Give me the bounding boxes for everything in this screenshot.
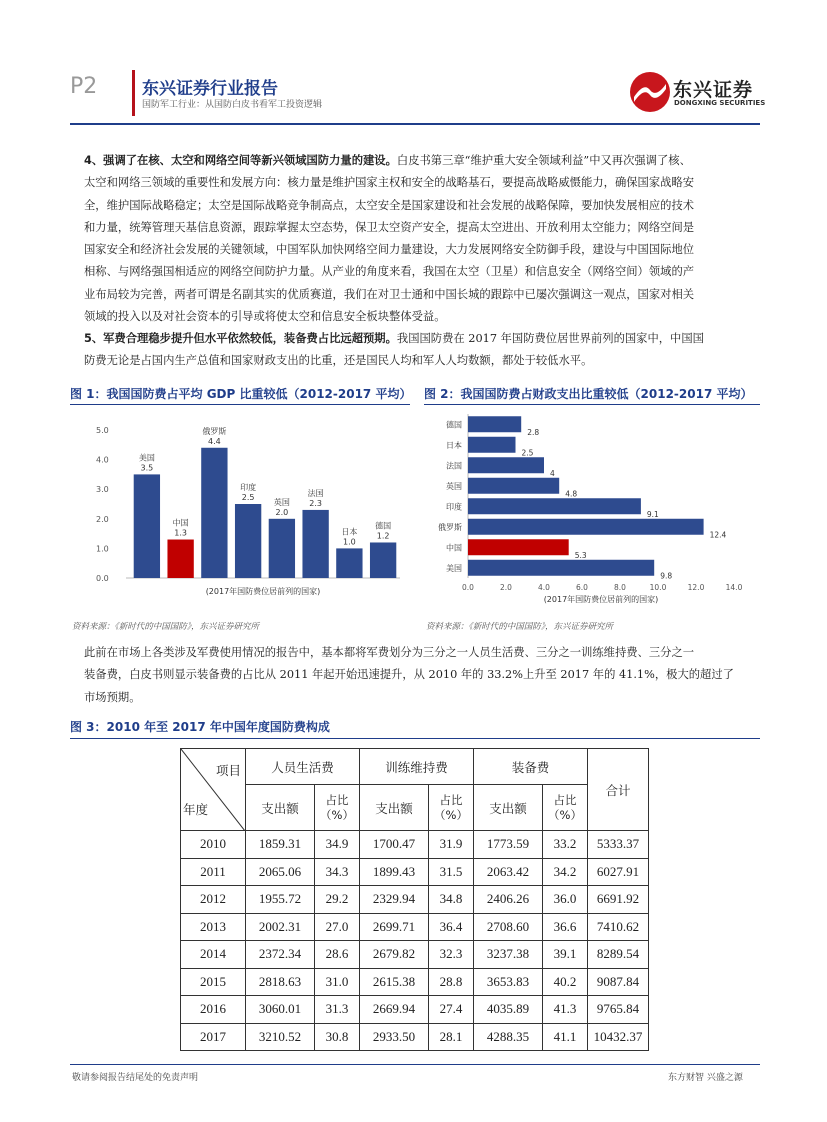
data-label: 4.4	[208, 436, 221, 446]
bar-法国	[302, 510, 328, 578]
year-cell: 2016	[181, 996, 246, 1024]
table-cell: 36.4	[429, 913, 474, 941]
category-label: 英国	[273, 497, 290, 507]
bar-中国	[468, 539, 569, 555]
group-header: 人员生活费	[246, 749, 360, 785]
table-row	[181, 858, 649, 886]
data-label: 2.5	[241, 493, 255, 502]
table-cell: 33.2	[543, 831, 588, 859]
chart-gdp-share	[70, 408, 410, 616]
defense-budget-table	[180, 748, 649, 1051]
table-cell: 41.1	[543, 1023, 588, 1051]
table-cell: 2699.71	[360, 913, 429, 941]
x-tick-label: 12.0	[687, 583, 705, 592]
table-cell: 1899.43	[360, 858, 429, 886]
data-label: 1.2	[376, 531, 390, 541]
year-cell: 2017	[181, 1023, 246, 1051]
table-cell: 2679.82	[360, 941, 429, 969]
bar-美国	[468, 560, 654, 576]
footer-slogan: 东方财智 兴盛之源	[668, 1073, 743, 1083]
category-label: 印度	[240, 483, 257, 492]
table-cell: 39.1	[543, 941, 588, 969]
x-axis-title: (2017年国防费位居前列的国家)	[205, 587, 321, 596]
table-cell: 36.0	[543, 886, 588, 914]
table-cell: 27.0	[315, 913, 360, 941]
data-label: 9.1	[646, 510, 659, 520]
data-label: 4	[550, 469, 555, 479]
data-label: 2.8	[527, 428, 540, 438]
category-label: 印度	[446, 502, 462, 512]
table-corner-cell	[181, 749, 246, 831]
category-label: 法国	[307, 488, 324, 498]
footer-disclaimer: 敬请参阅报告结尾处的免责声明	[72, 1073, 199, 1083]
share-header: 占比 （%）	[543, 785, 588, 831]
table-cell: 34.9	[315, 831, 360, 859]
bar-英国	[468, 478, 559, 494]
table-row	[181, 913, 649, 941]
table-cell: 34.8	[429, 886, 474, 914]
category-label: 中国	[172, 518, 189, 528]
x-axis-title: (2017年国防费位居前列的国家)	[543, 595, 659, 604]
paragraph-heading: 5、军费合理稳步提升但水平依然较低，装备费占比远超预期。	[84, 332, 397, 345]
table-cell: 27.4	[429, 996, 474, 1024]
figure-1-source: 资料来源：《新时代的中国国防》，东兴证券研究所	[72, 622, 260, 632]
chart-fiscal-share	[424, 408, 760, 616]
table-row	[181, 941, 649, 969]
table-cell: 34.3	[315, 858, 360, 886]
total-header: 合计	[588, 749, 649, 831]
table-cell: 28.6	[315, 941, 360, 969]
y-tick-label: 3.0	[96, 485, 109, 495]
table-cell: 7410.62	[588, 913, 649, 941]
bar-中国	[167, 540, 193, 578]
table-cell: 1955.72	[246, 886, 315, 914]
data-label: 12.4	[709, 530, 727, 540]
paragraph-space-cyber: 4、强调了在核、太空和网络空间等新兴领域国防力量的建设。白皮书第三章“维护重大安全领域利益”中又再次强调了核、 太空和网络三领域的重要性和发展方向：核力量是维护国家主权和安全的战略基石，要提高战略威慑能力，确保国家战略安 全，维护国际战略稳定；太空是国际战略竞争制高点，太空安全是国家建设和社会发展的战略保障，要加快发展相应的技术 和力量，统筹管理天基信息资源，跟踪掌握太空态势，保卫太空资产安全，提高太空进出、开放利用太空能力；网络空间是 国家安全和经济社会发展的关键领域，中国军队加快网络空间力量建设，大力发展网络安全防御手段，建设与中国国际地位 相称、与网络强国相适应的网络空间防护力量。从产业的角度来看，我国在太空（卫星）和信息安全（网络空间）领域的产 业布局较为完善，两者可谓是名副其实的优质赛道，我们在对卫士通和中国长城的跟踪中已屡次强调这一观点，国家对相关 领域的投入以及对社会资本的引导或将使太空和信息安全板块整体受益。	[84, 154, 695, 324]
table-cell: 3653.83	[474, 968, 543, 996]
page-number: P2	[70, 74, 98, 99]
table-row	[181, 1023, 649, 1051]
report-title: 东兴证券行业报告	[142, 79, 278, 99]
bar-印度	[235, 504, 261, 578]
x-tick-label: 10.0	[649, 583, 667, 592]
table-cell: 1859.31	[246, 831, 315, 859]
category-label: 德国	[446, 420, 462, 430]
logo-name: 东兴证券	[673, 79, 754, 101]
table-cell: 6027.91	[588, 858, 649, 886]
table-cell: 32.3	[429, 941, 474, 969]
table-cell: 36.6	[543, 913, 588, 941]
figure-2-source: 资料来源：《新时代的中国国防》，东兴证券研究所	[426, 622, 614, 632]
table-cell: 2329.94	[360, 886, 429, 914]
paragraph-equipment-share: 此前在市场上各类涉及军费使用情况的报告中，基本都将军费划分为三分之一人员生活费、三分之一训练维持费、三分之一 装备费，白皮书则显示装备费的占比从 2011 年起开始迅速提升，从 2010 年的 33.2%上升至 2017 年的 41.1%，极大的超过了 市场预期。	[84, 646, 734, 704]
y-tick-label: 4.0	[96, 455, 109, 465]
y-tick-label: 5.0	[96, 426, 109, 435]
category-label: 俄罗斯	[438, 522, 462, 532]
table-cell: 1773.59	[474, 831, 543, 859]
table-cell: 2818.63	[246, 968, 315, 996]
category-label: 日本	[446, 440, 462, 450]
category-label: 日本	[341, 527, 358, 537]
figure-1-rule	[70, 404, 410, 405]
table-row	[181, 996, 649, 1024]
table-row	[181, 831, 649, 859]
category-label: 德国	[375, 521, 392, 531]
table-cell: 2615.38	[360, 968, 429, 996]
table-cell: 6691.92	[588, 886, 649, 914]
paragraph-heading: 4、强调了在核、太空和网络空间等新兴领域国防力量的建设。	[84, 154, 397, 167]
table-row	[181, 968, 649, 996]
table-cell: 28.1	[429, 1023, 474, 1051]
year-cell: 2015	[181, 968, 246, 996]
table-cell: 31.5	[429, 858, 474, 886]
y-tick-label: 2.0	[96, 514, 109, 524]
table-cell: 3210.52	[246, 1023, 315, 1051]
header-rule	[70, 123, 760, 125]
table-cell: 5333.37	[588, 831, 649, 859]
year-cell: 2013	[181, 913, 246, 941]
figure-2-caption: 图 2：我国国防费占财政支出比重较低（2012-2017 平均）	[424, 387, 753, 401]
amount-header: 支出额	[474, 785, 543, 831]
category-label: 美国	[446, 563, 462, 573]
table-cell: 34.2	[543, 858, 588, 886]
figure-3-rule	[70, 738, 760, 739]
category-label: 美国	[138, 453, 155, 463]
category-label: 俄罗斯	[202, 426, 227, 436]
bar-英国	[269, 519, 295, 578]
data-label: 3.5	[140, 463, 154, 473]
figure-1-caption: 图 1：我国国防费占平均 GDP 比重较低（2012-2017 平均）	[70, 387, 412, 401]
logo-english: DONGXING SECURITIES	[674, 99, 766, 107]
table-cell: 2002.31	[246, 913, 315, 941]
group-header: 训练维持费	[360, 749, 474, 785]
share-header: 占比 （%）	[315, 785, 360, 831]
table-cell: 41.3	[543, 996, 588, 1024]
bar-美国	[134, 474, 160, 578]
x-tick-label: 8.0	[614, 583, 626, 592]
category-label: 中国	[446, 543, 462, 553]
data-label: 2.3	[309, 498, 322, 508]
table-cell: 2065.06	[246, 858, 315, 886]
table-cell: 2708.60	[474, 913, 543, 941]
bar-日本	[468, 437, 516, 453]
data-label: 9.8	[660, 571, 673, 581]
table-cell: 28.8	[429, 968, 474, 996]
year-cell: 2014	[181, 941, 246, 969]
figure-2-rule	[424, 404, 760, 405]
header-divider	[132, 70, 135, 116]
amount-header: 支出额	[246, 785, 315, 831]
data-label: 1.3	[174, 528, 187, 538]
table-cell: 31.0	[315, 968, 360, 996]
category-label: 英国	[446, 481, 462, 491]
bar-印度	[468, 498, 641, 514]
bar-俄罗斯	[468, 519, 704, 535]
group-header: 装备费	[474, 749, 588, 785]
table-cell: 2669.94	[360, 996, 429, 1024]
corner-item-label: 项目	[215, 763, 241, 778]
data-label: 5.3	[574, 551, 587, 561]
bar-日本	[336, 548, 362, 578]
year-cell: 2012	[181, 886, 246, 914]
table-cell: 31.9	[429, 831, 474, 859]
paragraph-military-spending: 5、军费合理稳步提升但水平依然较低，装备费占比远超预期。我国国防费在 2017 年国防费位居世界前列的国家中，中国国 防费无论是占国内生产总值和国家财政支出的比重，还是国民人均和军人人均数额，都处于较低水平。	[84, 332, 704, 368]
data-label: 1.0	[343, 537, 356, 547]
table-cell: 2372.34	[246, 941, 315, 969]
table-cell: 1700.47	[360, 831, 429, 859]
data-label: 2.0	[275, 507, 289, 517]
category-label: 法国	[446, 461, 462, 471]
table-cell: 3060.01	[246, 996, 315, 1024]
x-tick-label: 0.0	[462, 583, 474, 592]
table-cell: 3237.38	[474, 941, 543, 969]
table-cell: 4035.89	[474, 996, 543, 1024]
amount-header: 支出额	[360, 785, 429, 831]
figure-3-caption: 图 3：2010 年至 2017 年中国年度国防费构成	[70, 720, 330, 734]
table-cell: 40.2	[543, 968, 588, 996]
table-cell: 29.2	[315, 886, 360, 914]
table-cell: 9087.84	[588, 968, 649, 996]
table-cell: 8289.54	[588, 941, 649, 969]
table-cell: 4288.35	[474, 1023, 543, 1051]
year-cell: 2011	[181, 858, 246, 886]
table-cell: 9765.84	[588, 996, 649, 1024]
data-label: 4.8	[565, 489, 578, 499]
x-tick-label: 14.0	[725, 583, 743, 592]
table-cell: 30.8	[315, 1023, 360, 1051]
table-cell: 2933.50	[360, 1023, 429, 1051]
share-header: 占比 （%）	[429, 785, 474, 831]
year-cell: 2010	[181, 831, 246, 859]
data-label: 2.5	[521, 448, 534, 458]
bar-德国	[370, 542, 396, 578]
y-tick-label: 1.0	[96, 544, 109, 554]
x-tick-label: 4.0	[538, 583, 550, 592]
y-tick-label: 0.0	[96, 574, 109, 583]
table-cell: 31.3	[315, 996, 360, 1024]
bar-俄罗斯	[201, 448, 227, 578]
table-cell: 2406.26	[474, 886, 543, 914]
footer-rule	[70, 1064, 760, 1065]
bar-法国	[468, 457, 544, 473]
report-subtitle: 国防军工行业：从国防白皮书看军工投资逻辑	[142, 100, 323, 110]
x-tick-label: 2.0	[500, 583, 512, 592]
bar-德国	[468, 416, 521, 432]
company-logo-icon	[628, 70, 672, 114]
table-row	[181, 886, 649, 914]
x-tick-label: 6.0	[576, 583, 588, 592]
corner-year-label: 年度	[183, 802, 209, 817]
table-cell: 2063.42	[474, 858, 543, 886]
table-cell: 10432.37	[588, 1023, 649, 1051]
